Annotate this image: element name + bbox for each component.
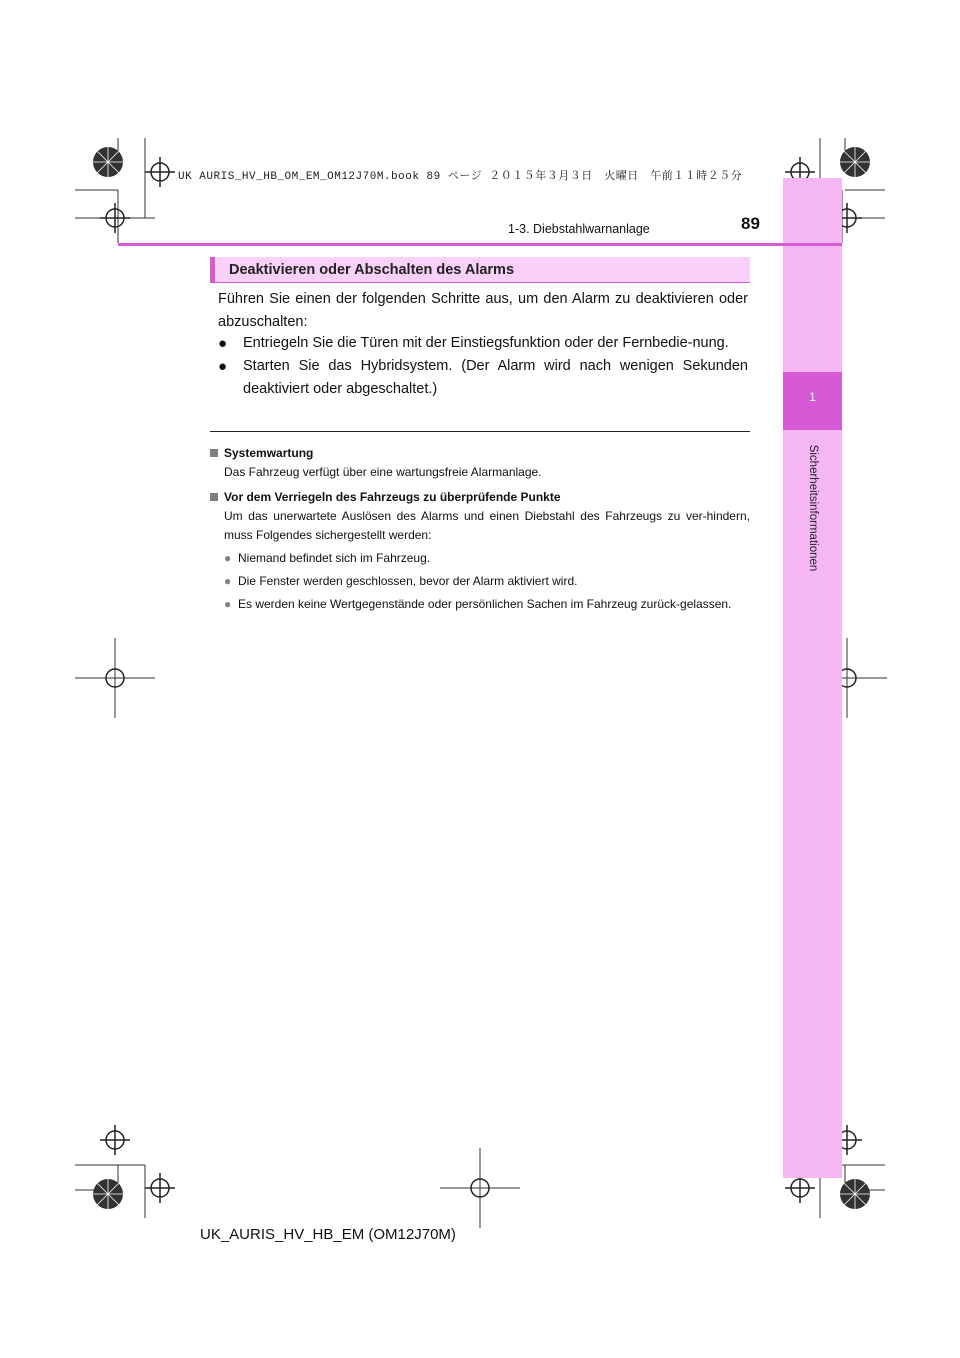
list-item	[210, 549, 750, 568]
footer-document-code: UK_AURIS_HV_HB_EM (OM12J70M)	[200, 1226, 456, 1243]
square-bullet-icon	[210, 449, 218, 457]
notes-section	[210, 441, 750, 618]
list-item	[218, 332, 748, 355]
list-item-text: Niemand befindet sich im Fahrzeug.	[238, 551, 431, 565]
bullet-icon: ●	[224, 574, 232, 588]
page-number: 89	[741, 214, 760, 233]
square-bullet-icon	[210, 493, 218, 501]
checklist	[210, 549, 750, 614]
list-item	[218, 355, 748, 401]
list-item-text: Starten Sie das Hybridsystem. (Der Alarm wird nach wenigen Sekunden deaktiviert oder abgeschaltet.)	[243, 358, 748, 397]
subsection-heading-bar	[210, 257, 750, 283]
bullet-icon: ●	[218, 358, 228, 375]
list-item-text: Die Fenster werden geschlossen, bevor der Alarm aktiviert wird.	[238, 574, 578, 588]
section-divider	[210, 431, 750, 432]
note-title-text: Vor dem Verriegeln des Fahrzeugs zu überprüfende Punkte	[224, 490, 561, 504]
bullet-icon: ●	[218, 335, 228, 352]
note-body: Das Fahrzeug verfügt über eine wartungsfreie Alarmanlage.	[224, 465, 542, 479]
list-item	[210, 572, 750, 591]
chapter-number: 1	[783, 372, 842, 430]
section-label: 1-3. Diebstahlwarnanlage	[508, 222, 650, 236]
note-title	[210, 444, 750, 463]
chapter-title: Sicherheitsinformationen	[807, 444, 819, 572]
steps-list	[218, 332, 748, 401]
list-item-text: Entriegeln Sie die Türen mit der Einstiegsfunktion oder der Fernbedie-nung.	[243, 335, 729, 351]
bullet-icon: ●	[224, 551, 232, 565]
note-title-text: Systemwartung	[224, 446, 314, 460]
chapter-side-tab	[783, 178, 842, 1178]
subsection-title: Deaktivieren oder Abschalten des Alarms	[229, 262, 515, 278]
note-title	[210, 488, 750, 507]
note-body: Um das unerwartete Auslösen des Alarms und einen Diebstahl des Fahrzeugs zu ver-hindern, muss Folgendes sichergestellt werden:	[224, 509, 750, 542]
bullet-icon: ●	[224, 597, 232, 611]
printer-metadata-line: UK AURIS_HV_HB_OM_EM_OM12J70M.book 89 ページ ２０１５年３月３日 火曜日 午前１１時２５分	[178, 171, 743, 183]
header-rule	[118, 243, 842, 246]
list-item	[210, 595, 750, 614]
list-item-text: Es werden keine Wertgegenstände oder persönlichen Sachen im Fahrzeug zurück-gelassen.	[238, 597, 732, 611]
intro-paragraph: Führen Sie einen der folgenden Schritte aus, um den Alarm zu deaktivieren oder abzuschalten:	[218, 291, 748, 330]
